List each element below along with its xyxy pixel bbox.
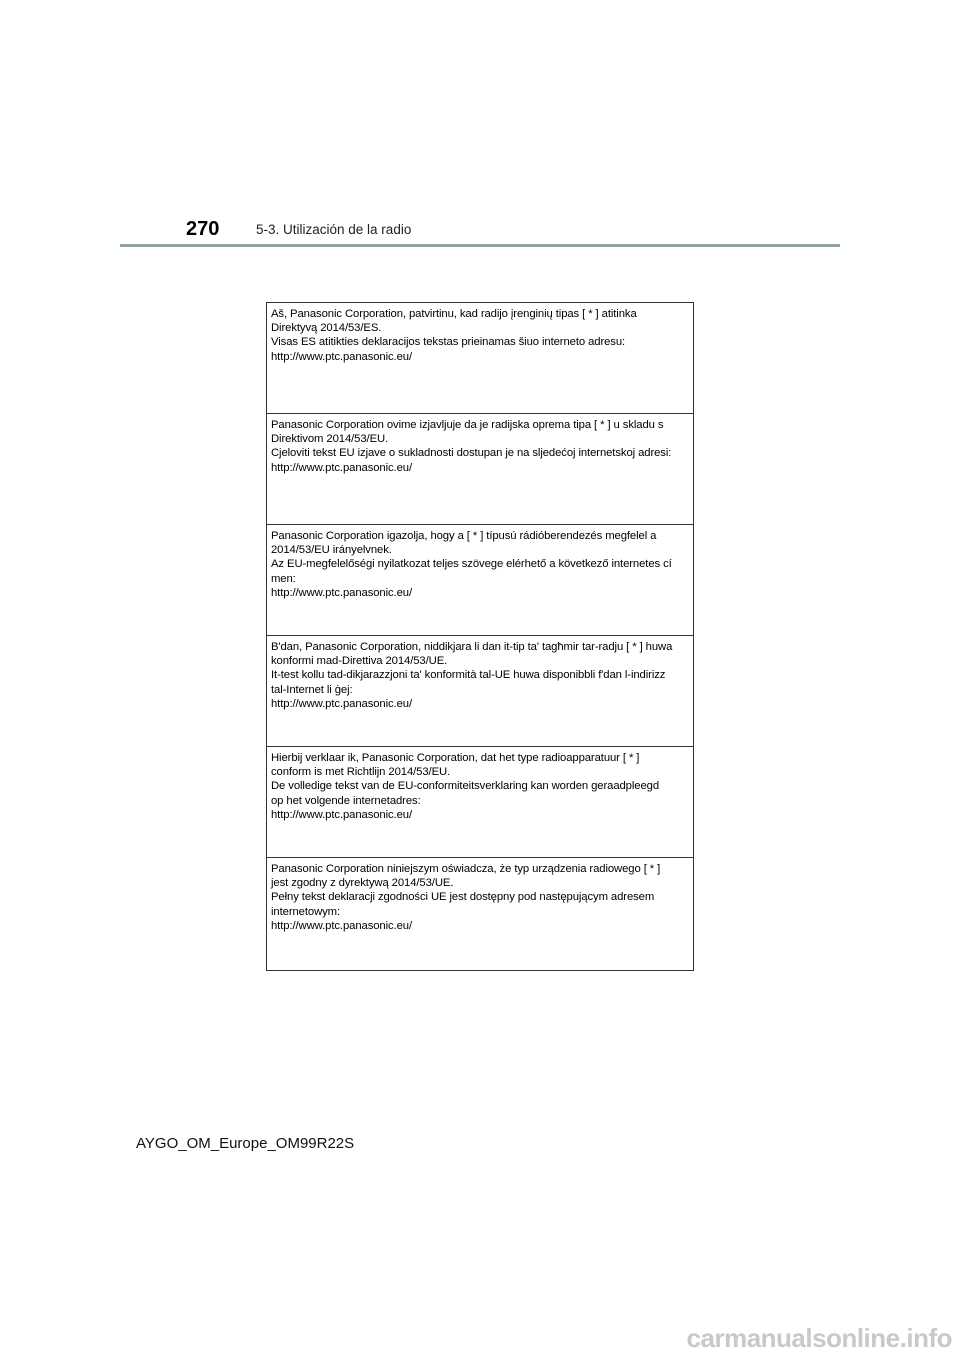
declaration-line: tal-Internet li ġej: bbox=[271, 683, 353, 696]
declaration-line: conform is met Richtlijn 2014/53/EU. bbox=[271, 766, 451, 779]
declaration-hungarian bbox=[267, 525, 693, 636]
declaration-line: Visas ES atitikties deklaracijos tekstas prieinamas šiuo interneto adresu: bbox=[271, 336, 626, 349]
declaration-table bbox=[266, 302, 694, 971]
declaration-line: De volledige tekst van de EU-conformiteitsverklaring kan worden geraadpleegd bbox=[271, 780, 660, 793]
declaration-line: jest zgodny z dyrektywą 2014/53/UE. bbox=[271, 877, 454, 890]
declaration-polish bbox=[267, 858, 693, 970]
declaration-maltese bbox=[267, 636, 693, 747]
declaration-line: Hierbij verklaar ik, Panasonic Corporation, dat het type radioapparatuur [ * ] bbox=[271, 752, 640, 764]
watermark: carmanualsonline.info bbox=[686, 1323, 952, 1353]
declaration-line: op het volgende internetadres: bbox=[271, 794, 421, 807]
declaration-line: B'dan, Panasonic Corporation, niddikjara li dan it-tip ta' tagħmir tar-radju [ * ] huwa bbox=[271, 641, 673, 653]
header-divider bbox=[120, 244, 840, 247]
declaration-croatian bbox=[267, 414, 693, 525]
declaration-url: http://www.ptc.panasonic.eu/ bbox=[271, 350, 413, 363]
declaration-line: Cjeloviti tekst EU izjave o sukladnosti dostupan je na sljedećoj internetskoj adresi: bbox=[271, 447, 672, 460]
declaration-url: http://www.ptc.panasonic.eu/ bbox=[271, 461, 413, 474]
declaration-line: Panasonic Corporation niniejszym oświadcza, że typ urządzenia radiowego [ * ] bbox=[271, 863, 661, 875]
declaration-dutch bbox=[267, 747, 693, 858]
declaration-line: Panasonic Corporation ovime izjavljuje da je radijska oprema tipa [ * ] u skladu s bbox=[271, 419, 664, 431]
declaration-line: men: bbox=[271, 572, 296, 585]
document-code: AYGO_OM_Europe_OM99R22S bbox=[136, 1135, 355, 1152]
declaration-line: 2014/53/EU irányelvnek. bbox=[271, 544, 392, 557]
declaration-url: http://www.ptc.panasonic.eu/ bbox=[271, 919, 413, 932]
page-number: 270 bbox=[186, 218, 220, 240]
declaration-url: http://www.ptc.panasonic.eu/ bbox=[271, 586, 413, 599]
declaration-line: It-test kollu tad-dikjarazzjoni ta' konformità tal-UE huwa disponibbli f'dan l-indirizz bbox=[271, 669, 666, 682]
declaration-url: http://www.ptc.panasonic.eu/ bbox=[271, 697, 413, 710]
declaration-line: Aš, Panasonic Corporation, patvirtinu, kad radijo įrenginių tipas [ * ] atitinka bbox=[271, 308, 637, 320]
section-title: 5-3. Utilización de la radio bbox=[256, 222, 412, 237]
declaration-line: Az EU-megfelelőségi nyilatkozat teljes szövege elérhető a következő internetes cí bbox=[271, 558, 672, 571]
declaration-line: konformi mad-Direttiva 2014/53/UE. bbox=[271, 655, 448, 668]
declaration-line: internetowym: bbox=[271, 905, 341, 918]
declaration-line: Direktyvą 2014/53/ES. bbox=[271, 322, 382, 335]
declaration-line: Direktivom 2014/53/EU. bbox=[271, 433, 389, 446]
declaration-line: Pełny tekst deklaracji zgodności UE jest dostępny pod następującym adresem bbox=[271, 891, 655, 904]
declaration-url: http://www.ptc.panasonic.eu/ bbox=[271, 808, 413, 821]
declaration-line: Panasonic Corporation igazolja, hogy a [ * ] típusú rádióberendezés megfelel a bbox=[271, 530, 657, 542]
declaration-lithuanian bbox=[267, 303, 693, 414]
